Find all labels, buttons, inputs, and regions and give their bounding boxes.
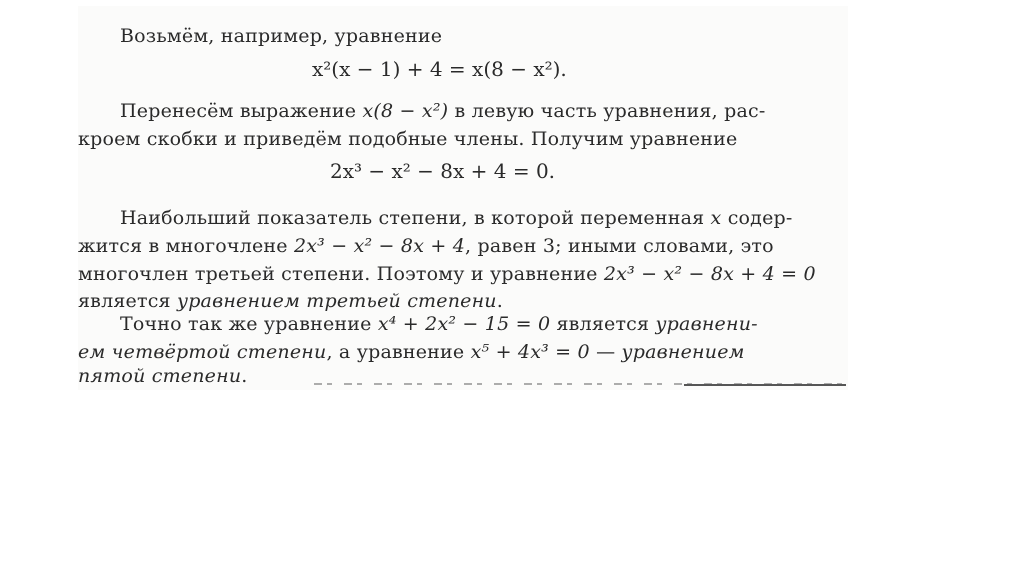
- text-span: является: [78, 290, 177, 312]
- term-emphasis: уравнением третьей степени: [176, 290, 497, 312]
- term-emphasis: ем четвёртой степени: [78, 341, 327, 363]
- paragraph-transfer-line-1: [120, 99, 765, 123]
- equation-original: [312, 56, 567, 82]
- paragraph-examples-line-2: [78, 340, 745, 364]
- text-span: в левую часть уравнения, рас-: [448, 100, 766, 122]
- text-span: многочлен третьей степени. Поэтому и уравнение: [78, 263, 604, 285]
- math-expression: x(8 − x²): [362, 100, 449, 122]
- textbook-scan: [78, 6, 848, 390]
- equation-original-text: x²(x − 1) + 4 = x(8 − x²).: [312, 57, 567, 81]
- text-span: является: [550, 313, 656, 335]
- math-expression: x⁴ + 2x² − 15 = 0: [377, 313, 551, 335]
- paragraph-examples-line-1: [120, 312, 758, 336]
- text-span: , а уравнение: [326, 341, 471, 363]
- paragraph-degree-line-4: [78, 289, 503, 313]
- text-span: кроем скобки и приведём подобные члены. Получим уравнение: [78, 128, 738, 150]
- text-span: , равен 3; иными словами, это: [465, 235, 774, 257]
- intro-text: Возьмём, например, уравнение: [120, 25, 443, 47]
- paragraph-transfer-line-2: [78, 127, 737, 151]
- text-span: Перенесём выражение: [120, 100, 363, 122]
- term-emphasis: уравнением: [621, 341, 745, 363]
- math-variable: x: [710, 207, 722, 229]
- paragraph-intro: [120, 24, 442, 48]
- term-emphasis: уравнени-: [655, 313, 758, 335]
- paragraph-examples-line-3: [78, 364, 248, 388]
- text-span: Точно так же уравнение: [120, 313, 378, 335]
- text-span: —: [589, 341, 622, 363]
- math-expression: x⁵ + 4x³ = 0: [470, 341, 590, 363]
- scan-bottom-line: [684, 384, 846, 386]
- text-span: .: [496, 290, 503, 312]
- text-span: Наибольший показатель степени, в которой переменная: [120, 207, 711, 229]
- paragraph-degree-line-1: [120, 206, 793, 230]
- math-expression: 2x³ − x² − 8x + 4 = 0: [603, 263, 816, 285]
- equation-cubic: [330, 158, 555, 184]
- paragraph-degree-line-2: [78, 234, 774, 258]
- term-emphasis: пятой степени: [78, 365, 242, 387]
- equation-cubic-text: 2x³ − x² − 8x + 4 = 0.: [330, 159, 556, 183]
- text-span: содер-: [721, 207, 793, 229]
- math-expression: 2x³ − x² − 8x + 4: [293, 235, 466, 257]
- text-span: .: [241, 365, 248, 387]
- paragraph-degree-line-3: [78, 262, 816, 286]
- text-span: жится в многочлене: [78, 235, 294, 257]
